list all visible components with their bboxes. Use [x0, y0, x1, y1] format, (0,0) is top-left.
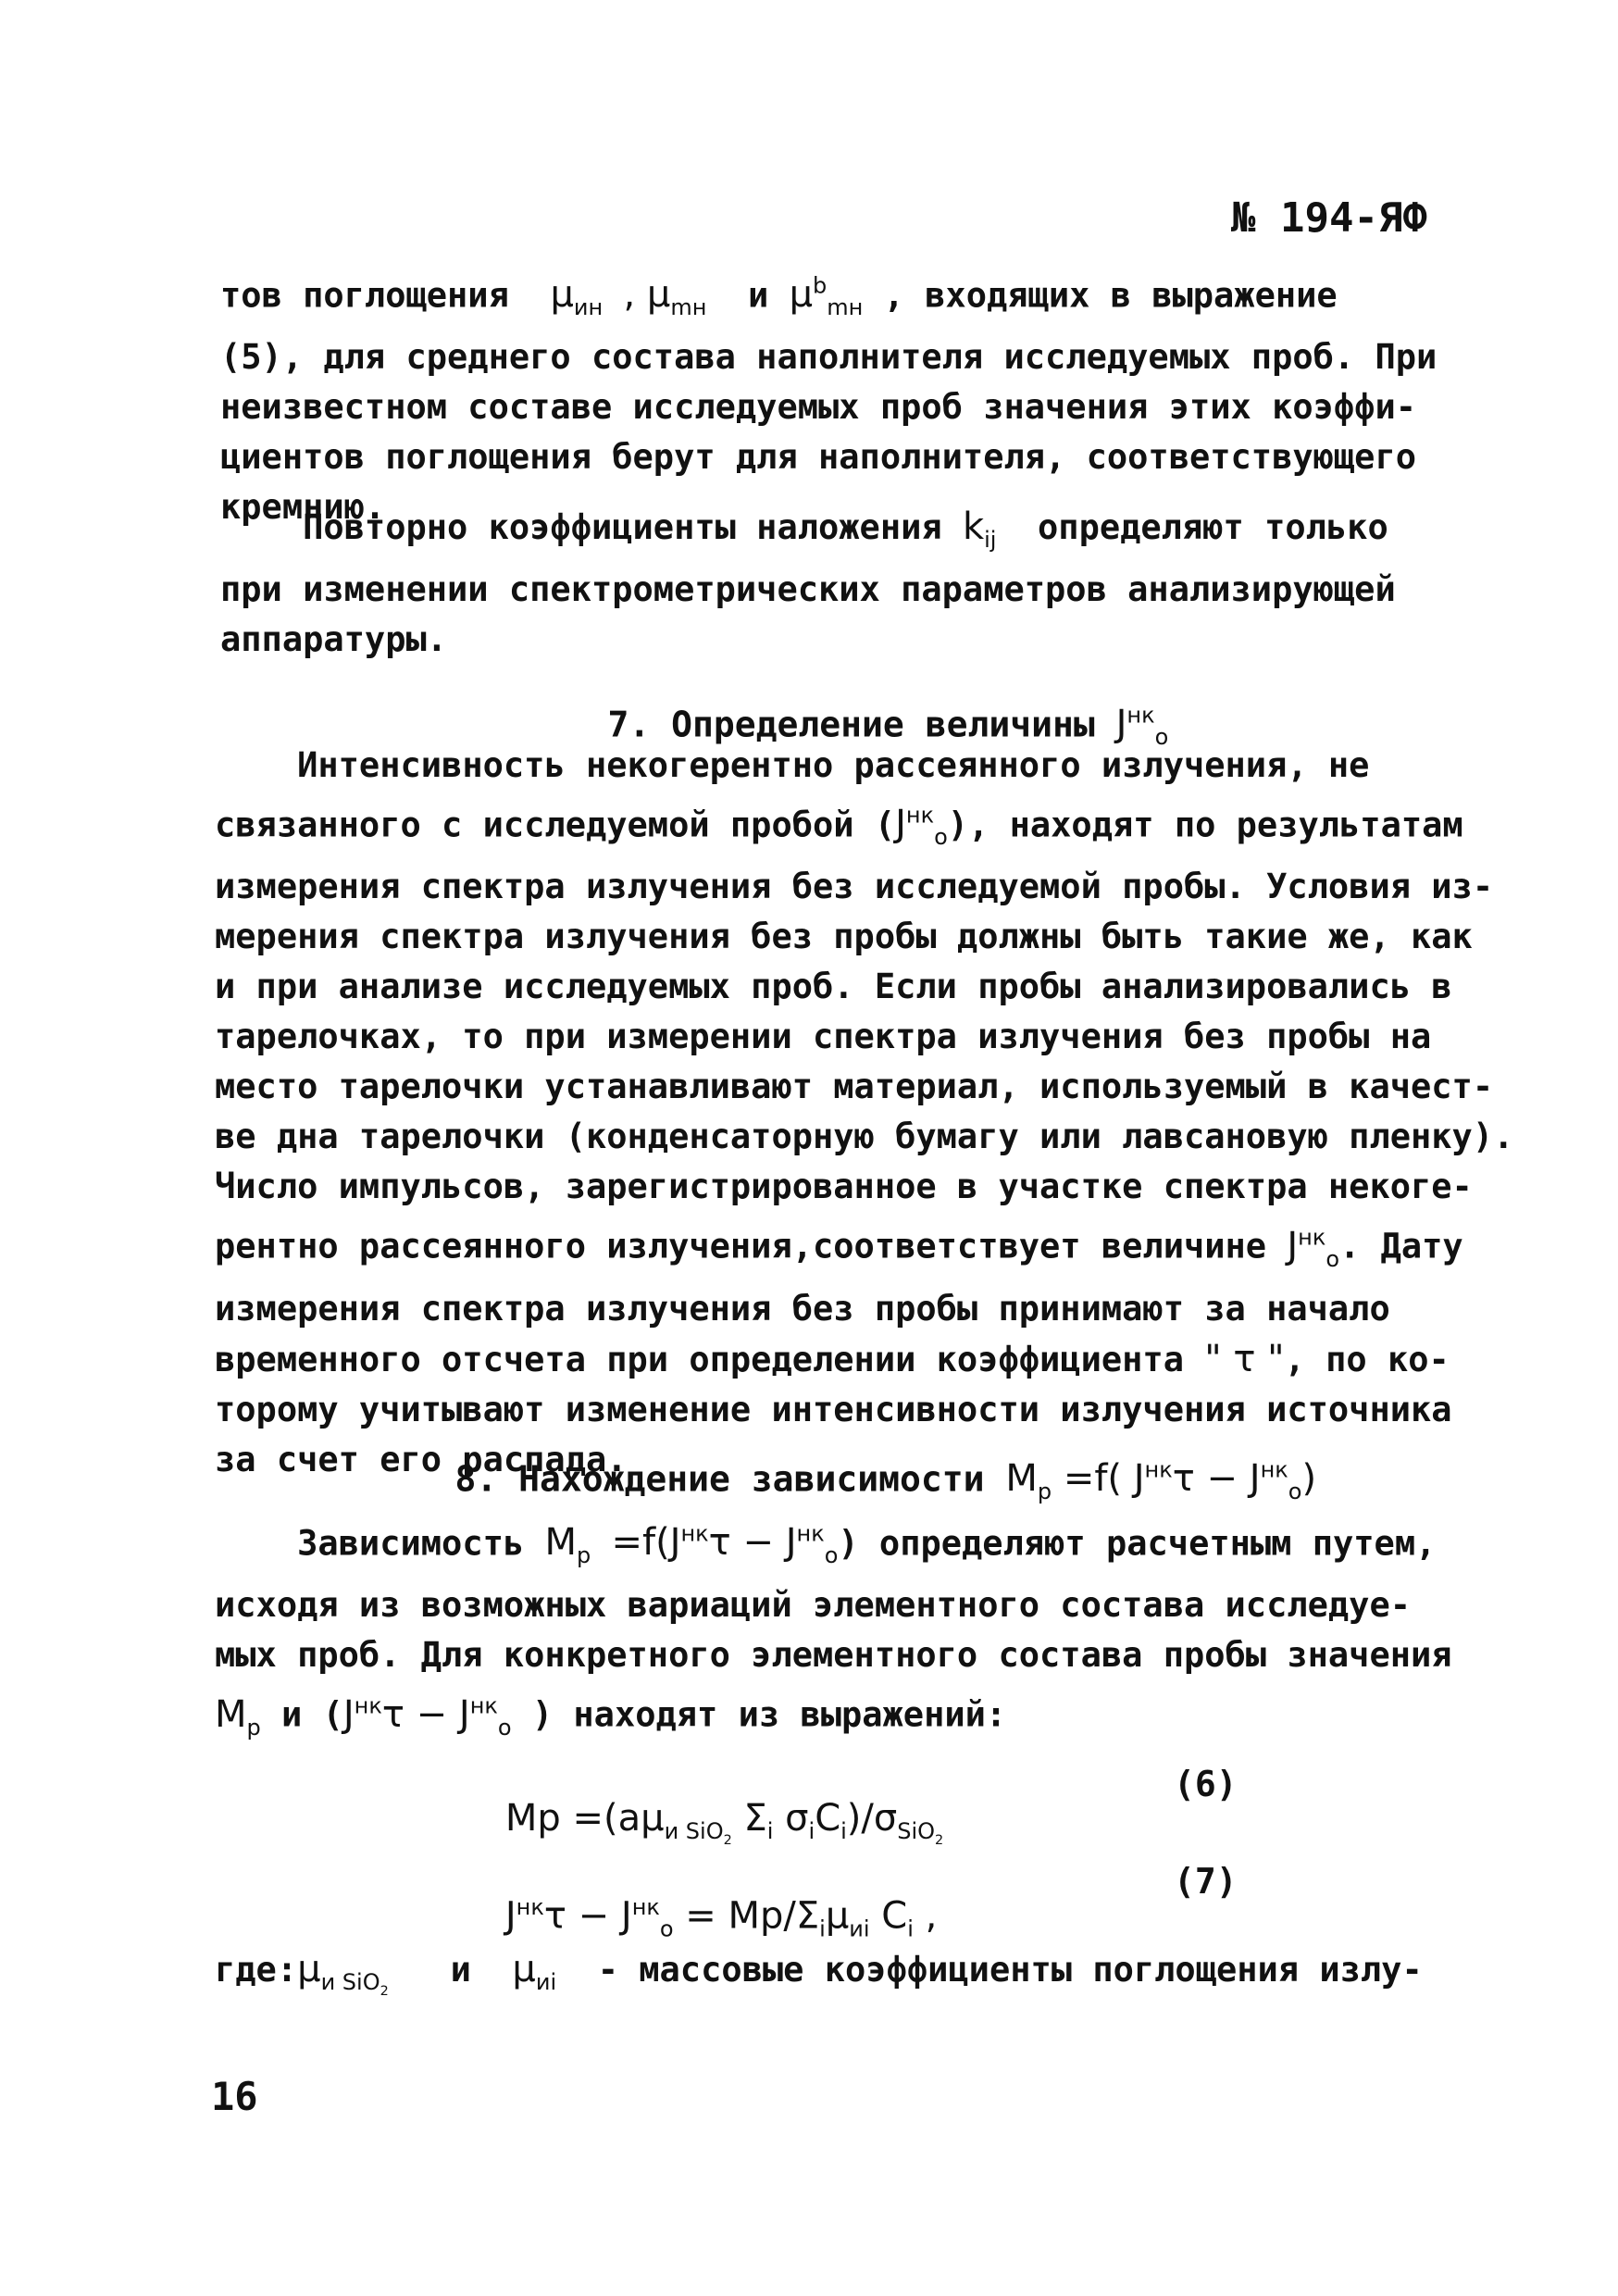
text-line: временного отсчета при определении коэффициента " τ ", по ко-	[215, 1337, 1450, 1380]
mp-symbol: $M_p$	[215, 1692, 261, 1741]
page-number: 16	[211, 2074, 258, 2119]
text-line: тарелочках, то при измерении спектра излучения без пробы на	[215, 1017, 1432, 1057]
formula-7-number: (7)	[1174, 1861, 1238, 1902]
text-line: торому учитывают изменение интенсивности излучения источника	[215, 1389, 1452, 1429]
text-line: ве дна тарелочки (конденсаторную бумагу или лавсановую пленку).	[215, 1117, 1514, 1157]
paragraph-dependence	[215, 1509, 1452, 1753]
mp-symbol: $M_p$	[544, 1521, 591, 1569]
formula-6-number: (6)	[1174, 1764, 1238, 1804]
paragraph-overlap	[220, 502, 1405, 665]
formula-7: $J^{нк}\tau - J^{нк}_o = Mp/\Sigma_i\mu_{иi}$ $C_i$ ,	[504, 1894, 938, 1942]
mu-symbol: , $\mu_{mн}$	[623, 273, 707, 321]
document-number: № 194-ЯФ	[1231, 194, 1427, 242]
text-line: аппаратуры.	[220, 619, 448, 659]
tau-symbol: " τ "	[1204, 1337, 1285, 1380]
text-line: $M_p$ и ($J^{нк}\tau - J^{нк}_o$ ) находят из выражений:	[215, 1692, 1007, 1741]
dependence-formula: $=f(J^{нк}\tau - J^{нк}_o$	[611, 1521, 839, 1569]
mu-symbol: $\mu_{ин}$	[550, 273, 604, 321]
text-line: тов поглощения $\mu_{ин}$ , $\mu_{mн}$ и $\mu^b_{mн}$ , входящих в выражение	[220, 273, 1338, 321]
text-line: и при анализе исследуемых проб. Если пробы анализировались в	[215, 967, 1452, 1007]
paragraph-where	[215, 1944, 1423, 2016]
mu-symbol: $\mu^b_{mн}$	[789, 273, 864, 321]
text-line: Повторно коэффициенты наложения $k_{ij}$ определяют только	[303, 505, 1388, 553]
j-symbol: $J^{нк}_o$	[1287, 1224, 1340, 1272]
text-line: Число импульсов, зарегистрированное в участке спектра некоге-	[215, 1167, 1473, 1207]
text-line: Зависимость $M_p =f(J^{нк}\tau - J^{нк}_o)$ определяют расчетным путем,	[297, 1521, 1437, 1569]
text-line: измерения спектра излучения без пробы принимают за начало	[215, 1288, 1390, 1329]
section-heading-8: 8. Нахождение зависимости $M_p =f$( $J^{нк}\tau - J^{нк}_o$)	[454, 1457, 1317, 1505]
text-line: мых проб. Для конкретного элементного состава пробы значения	[215, 1635, 1452, 1676]
mp-formula: $M_p =f$( $J^{нк}\tau - J^{нк}_o$)	[1005, 1457, 1317, 1505]
text-line: место тарелочки устанавливают материал, используемый в качест-	[215, 1067, 1494, 1107]
text-line: измерения спектра излучения без исследуемой пробы. Условия из-	[215, 867, 1494, 907]
text-line: неизвестном составе исследуемых проб значения этих коэффи-	[220, 387, 1417, 428]
mu-symbol: $\mu_{иi}$	[512, 1948, 557, 1995]
text-line: (5), для среднего состава наполнителя исследуемых проб. При	[220, 337, 1438, 378]
j-symbol: $J^{нк}_o$	[895, 803, 948, 851]
text-line: при изменении спектрометрических параметров анализирующей	[220, 569, 1396, 609]
text-line: рентно рассеянного излучения,соответствует величине $J^{нк}_o$. Дату	[215, 1224, 1463, 1272]
k-symbol: $k_{ij}$	[962, 505, 997, 553]
text-line: связанного с исследуемой пробой $(J^{нк}_o)$, находят по результатам	[215, 803, 1463, 851]
formula-6: $Mp =(a\mu_{и SiO_2}$ $\Sigma_i$ $\sigma_iC_i)/\sigma_{SiO_2}$	[504, 1797, 944, 1848]
j-symbol: $J^{нк}_o$	[1115, 703, 1169, 751]
text-line: Интенсивность некогерентно рассеянного излучения, не	[297, 745, 1370, 785]
text-line: циентов поглощения берут для наполнителя, соответствующего	[220, 437, 1417, 478]
paragraph-intensity	[215, 741, 1514, 1485]
text-line: за счет его распада.	[215, 1439, 628, 1479]
intensity-difference: $J^{нк}\tau - J^{нк}_o$	[342, 1692, 512, 1741]
mu-symbol: $\mu_{и SiO_2}$	[297, 1948, 389, 1999]
text-line: $где:\mu_{и SiO_2}$ и $\mu_{иi}$ - массовые коэффициенты поглощения излу-	[215, 1948, 1423, 1999]
paragraph-absorption	[220, 261, 1438, 532]
text-line: мерения спектра излучения без пробы должны быть такие же, как	[215, 917, 1473, 957]
text-line: исходя из возможных вариаций элементного состава исследуе-	[215, 1585, 1412, 1626]
text-line: кремнию.	[220, 487, 386, 528]
section-heading-7: 7. Определение величины $J^{нк}_o$	[607, 703, 1169, 751]
